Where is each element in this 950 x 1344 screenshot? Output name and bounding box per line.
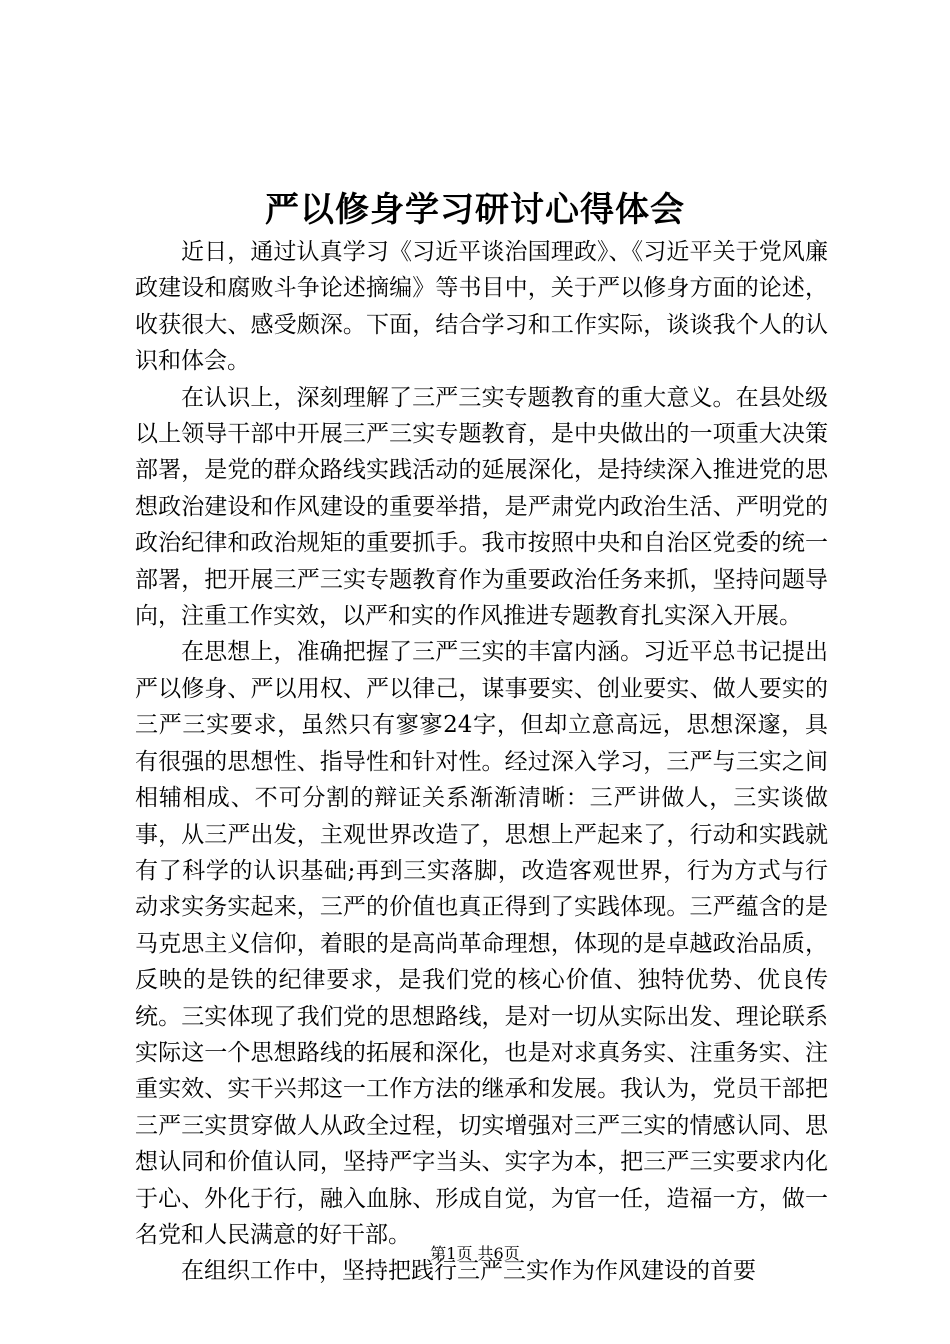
document-title: 严以修身学习研讨心得体会 [265,190,685,230]
paragraph-organization: 在组织工作中，坚持把践行三严三实作为作风建设的首要 [181,1258,756,1285]
paragraph-understanding: 在认识上，深刻理解了三严三实专题教育的重大意义。在县处级以上领导干部中开展三严三实专题教育，是中央做出的一项重大决策部署，是党的群众路线实践活动的延展深化，是持续深入推进党的思想政治建设和作风建设的重要举措，是严肃党内政治生活、严明党的政治纪律和政治规矩的重要抓手。我市按照中央和自治区党委的统一部署，把开展三严三实专题教育作为重要政治任务来抓，坚持问题导向，注重工作实效，以严和实的作风推进专题教育扎实深入开展。 [135,384,828,630]
paragraph-intro: 近日，通过认真学习《习近平谈治国理政》、《习近平关于党风廉政建设和腐败斗争论述摘编》等书目中，关于严以修身方面的论述，收获很大、感受颇深。下面，结合学习和工作实际，谈谈我个人的认识和体会。 [135,239,828,375]
paragraph-thinking: 在思想上，准确把握了三严三实的丰富内涵。习近平总书记提出严以修身、严以用权、严以律己，谋事要实、创业要实、做人要实的三严三实要求，虽然只有寥寥24字，但却立意高远，思想深邃，具有很强的思想性、指导性和针对性。经过深入学习，三严与三实之间相辅相成、不可分割的辩证关系渐渐清晰：三严讲做人，三实谈做事，从三严出发，主观世界改造了，思想上严起来了，行动和实践就有了科学的认识基础;再到三实落脚，改造客观世界，行为方式与行动求实务实起来，三严的价值也真正得到了实践体现。三严蕴含的是马克思主义信仰，着眼的是高尚革命理想，体现的是卓越政治品质，反映的是铁的纪律要求，是我们党的核心价值、独特优势、优良传统。三实体现了我们党的思想路线，是对一切从实际出发、理论联系实际这一个思想路线的拓展和深化，也是对求真务实、注重务实、注重实效、实干兴邦这一工作方法的继承和发展。我认为，党员干部把三严三实贯穿做人从政全过程，切实增强对三严三实的情感认同、思想认同和价值认同，坚持严字当头、实字为本，把三严三实要求内化于心、外化于行，融入血脉、形成自觉，为官一任，造福一方，做一名党和人民满意的好干部。 [135,639,828,1248]
page-footer: 第1页 共6页 [430,1244,520,1263]
document-body [135,234,828,1290]
